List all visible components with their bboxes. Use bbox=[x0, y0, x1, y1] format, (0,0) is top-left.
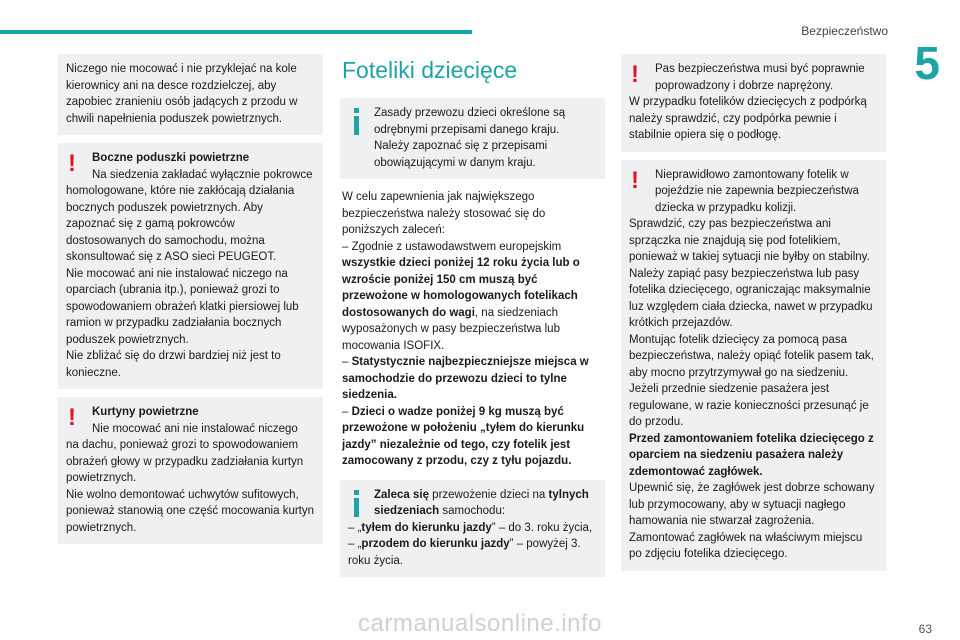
column-middle bbox=[340, 54, 605, 585]
page-heading: Foteliki dziecięce bbox=[342, 57, 518, 83]
warning-text: Nie mocować ani nie instalować niczego na oparciach (ubrania itp.), ponieważ grozi to spowodowaniem obrażeń klatki piersiowej lub ramion w przypadku zadziałania bocznych poduszek powietrznych. bbox=[66, 267, 299, 346]
warning-text-line1: Nie mocować ani nie instalować niczego bbox=[92, 422, 298, 435]
warning-text: W przypadku fotelików dziecięcych z podpórką należy sprawdzić, czy podpórka pewnie i stabilnie opiera się o podłogę. bbox=[629, 96, 867, 141]
bullet-item: – Zgodnie z ustawodawstwem europejskim wszystkie dzieci poniżej 12 roku życia lub o wzroście poniżej 150 cm muszą być przewożone w homologowanych fotelikach dostosowanych do wagi, na siedzeniach wyposażonych w pasy bezpieczeństwa lub mocowania ISOFIX. bbox=[342, 240, 580, 352]
warning-text: Nie zbliżać się do drzwi bardziej niż jest to konieczne. bbox=[66, 350, 281, 379]
list-item: – „tyłem do kierunku jazdy” – do 3. roku życia, bbox=[348, 521, 593, 534]
page-number: 63 bbox=[918, 622, 932, 636]
info-icon bbox=[354, 490, 359, 518]
info-icon bbox=[354, 108, 359, 136]
warning-box-curtain-airbags bbox=[58, 397, 323, 544]
warning-text: Sprawdzić, czy pas bezpieczeństwa ani sprzączka nie znajdują się pod fotelikiem, ponieważ w takiej sytuacji nie byłby on stabilny. bbox=[629, 218, 870, 263]
note-text: Niczego nie mocować i nie przyklejać na kole kierownicy ani na desce rozdzielczej, aby zapobiec zranieniu osób jadących z przodu w chwili napełnienia poduszek powietrznych. bbox=[66, 63, 298, 125]
warning-icon: ! bbox=[631, 61, 639, 88]
warning-icon: ! bbox=[68, 404, 76, 431]
header-accent-bar bbox=[0, 30, 472, 34]
warning-text: poprowadzony i dobrze naprężony. bbox=[655, 79, 834, 92]
column-right bbox=[621, 54, 886, 579]
section-title: Bezpieczeństwo bbox=[801, 24, 888, 38]
warning-title: Kurtyny powietrzne bbox=[92, 406, 199, 418]
info-text: odrębnymi przepisami danego kraju. Należy zapoznać się z przepisami obowiązującymi w danym kraju. bbox=[374, 123, 560, 169]
note-box bbox=[58, 54, 323, 135]
warning-text: Upewnić się, że zagłówek jest dobrze schowany lub przymocowany, aby w sytuacji nagłego hamowania nie stwarzał zagrożenia. Zamontować zagłówek na właściwym miejscu po zdjęciu fotelika dziecięcego. bbox=[629, 482, 875, 560]
warning-icon: ! bbox=[631, 166, 639, 194]
list-item: – „przodem do kierunku jazdy” – powyżej 3. roku życia. bbox=[348, 538, 581, 567]
warning-text: Należy zapiąć pasy bezpieczeństwa lub pasy fotelika dziecięcego, ograniczając maksymalnie luz względem ciała dziecka, nawet w przypadku krótkich przejazdów. bbox=[629, 267, 873, 329]
warning-title: Boczne poduszki powietrzne bbox=[92, 152, 250, 164]
warning-text: Montując fotelik dziecięcy za pomocą pasa bezpieczeństwa, należy opiąć fotelik pasem tak, aby mocno przytrzymywał go na siedzeniu. Jeżeli przednie siedzenie pasażera jest regulowane, w razie konieczności przesunąć je do przodu. bbox=[629, 333, 874, 428]
warning-text-line1: Pas bezpieczeństwa musi być poprawnie bbox=[655, 63, 865, 75]
warning-text: pojeździe nie zapewnia bezpieczeństwa dziecka w przypadku kolizji. bbox=[655, 185, 859, 214]
chapter-number: 5 bbox=[914, 37, 940, 89]
warning-text: Nie wolno demontować uchwytów sufitowych, ponieważ stanowią one część mocowania kurtyn powietrznych. bbox=[66, 488, 315, 534]
bullet-item: – Statystycznie najbezpieczniejsze miejsca w samochodzie do przewozu dzieci to tylne siedzenia. bbox=[342, 356, 589, 401]
warning-bold-text: Przed zamontowaniem fotelika dziecięcego z oparciem na siedzeniu pasażera należy zdemontować zagłówek. bbox=[629, 432, 874, 478]
warning-icon: ! bbox=[68, 150, 76, 177]
warning-text: na dachu, ponieważ grozi to spowodowaniem obrażeń głowy w przypadku zadziałania kurtyn powietrznych. bbox=[66, 439, 304, 484]
warning-box-seatbelt bbox=[621, 54, 886, 152]
intro-text: W celu zapewnienia jak największego bezpieczeństwa należy stosować się do poniższych zaleceń: bbox=[342, 191, 546, 236]
warning-box-child-seat bbox=[621, 160, 886, 571]
warning-text-line1: Nieprawidłowo zamontowany fotelik w bbox=[655, 168, 849, 181]
warning-text-line1: Na siedzenia zakładać wyłącznie pokrowce bbox=[92, 168, 313, 181]
warning-box-side-airbags bbox=[58, 143, 323, 389]
warning-text: homologowane, które nie zakłócają działania bocznych poduszek powietrznych. Aby zapoznać się z gamą pokrowców dostosowanych do samochodu, można skonsultować się z ASO sieci PEUGEOT. bbox=[66, 185, 295, 263]
column-left bbox=[58, 54, 323, 552]
info-text-line1: Zasady przewozu dzieci określone są bbox=[374, 107, 566, 119]
bullet-item: – Dzieci o wadze poniżej 9 kg muszą być przewożone w położeniu „tyłem do kierunku jazdy” niezależnie od tego, czy fotelik jest zamocowany z przodu, czy z tyłu pojazdu. bbox=[342, 405, 585, 467]
info-box-regulations bbox=[340, 98, 605, 179]
watermark: carmanualsonline.info bbox=[358, 610, 602, 637]
info-box-rear-seats: Zaleca się przewożenie dzieci na tylnych siedzeniach samochodu: – „tyłem do kierunku jazdy” – do 3. roku życia, – „przodem do kierunku jazdy” – powyżej 3. roku życia. bbox=[340, 480, 605, 578]
